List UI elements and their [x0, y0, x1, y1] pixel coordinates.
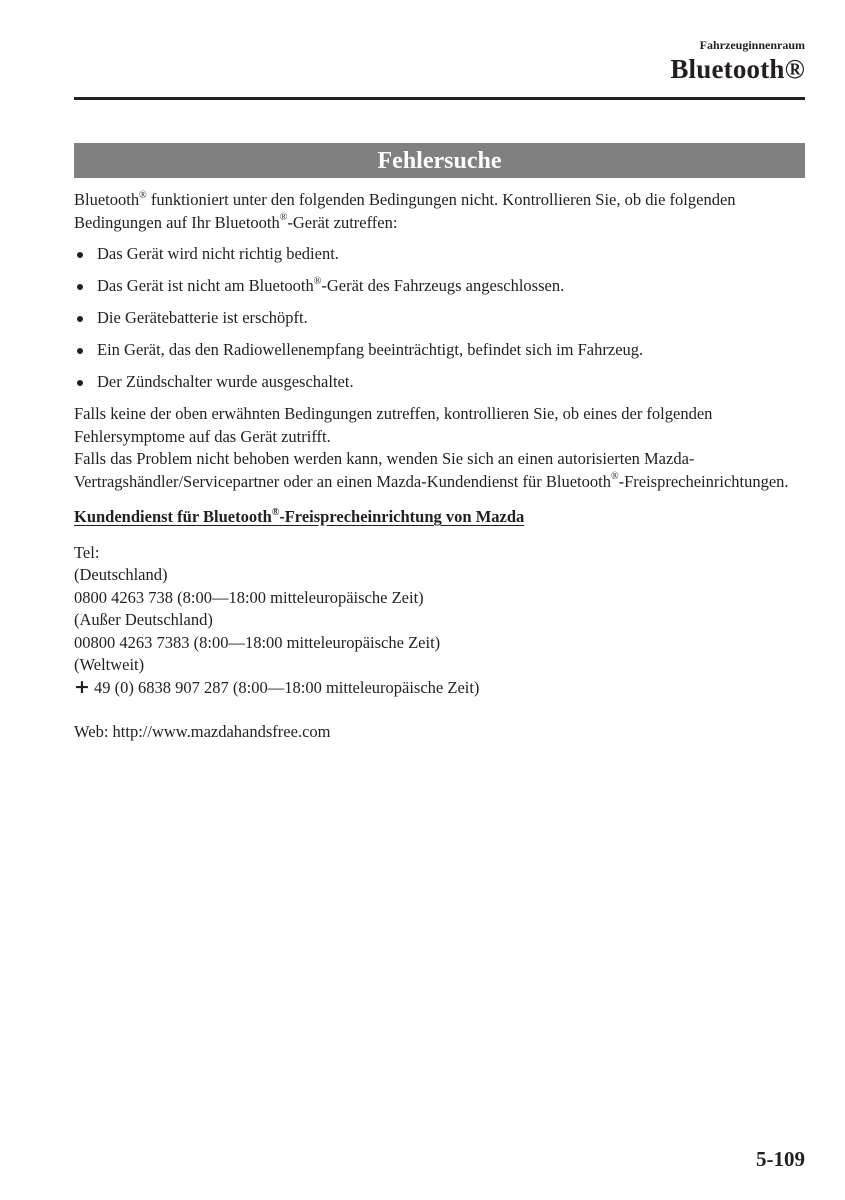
- followup-paragraph: Falls keine der oben erwähnten Bedingungen zutreffen, kontrollieren Sie, ob eines der folgenden Fehlersymptome auf das Gerät zutrifft.: [74, 404, 713, 446]
- list-item: Das Gerät ist nicht am Bluetooth®-Gerät des Fahrzeugs angeschlossen.: [74, 275, 805, 298]
- list-item: Ein Gerät, das den Radiowellenempfang beeinträchtigt, befindet sich im Fahrzeug.: [74, 339, 805, 362]
- page-title: Bluetooth®: [670, 54, 805, 84]
- chapter-title: Fahrzeuginnenraum: [699, 38, 805, 52]
- region-outside-germany: (Außer Deutschland): [74, 610, 213, 629]
- list-item: Der Zündschalter wurde ausgeschaltet.: [74, 371, 805, 394]
- intro-paragraph: Bluetooth® funktioniert unter den folgenden Bedingungen nicht. Kontrollieren Sie, ob die folgenden Bedingungen auf Ihr Bluetooth®-Gerät zutreffen:: [74, 189, 736, 232]
- contact-block: [74, 542, 805, 700]
- contact-dealer-paragraph: Falls das Problem nicht behoben werden kann, wenden Sie sich an einen autorisierten Mazda-Vertragshändler/Servicepartner oder an einen Mazda-Kundendienst für Bluetooth®-Freisprecheinrichtungen.: [74, 449, 789, 491]
- phone-worldwide: + 49 (0) 6838 907 287 (8:00—18:00 mitteleuropäische Zeit): [74, 675, 480, 698]
- list-item: Das Gerät wird nicht richtig bedient.: [74, 243, 805, 266]
- plus-icon: +: [74, 675, 90, 698]
- region-worldwide: (Weltweit): [74, 655, 145, 674]
- conditions-list: [74, 243, 805, 394]
- tel-label: Tel:: [74, 542, 100, 562]
- page-number: 5-109: [756, 1147, 805, 1171]
- phone-outside-germany: 00800 4263 7383 (8:00—18:00 mitteleuropäische Zeit): [74, 632, 441, 652]
- header-divider: [74, 97, 805, 100]
- web-link[interactable]: Web: http://www.mazdahandsfree.com: [74, 722, 331, 741]
- list-item: Die Gerätebatterie ist erschöpft.: [74, 307, 805, 330]
- phone-germany: 0800 4263 738 (8:00—18:00 mitteleuropäische Zeit): [74, 587, 424, 607]
- section-heading: Fehlersuche: [74, 143, 805, 178]
- page-content: [74, 189, 805, 744]
- support-heading: Kundendienst für Bluetooth®-Freisprecheinrichtung von Mazda: [74, 506, 525, 526]
- region-germany: (Deutschland): [74, 565, 168, 584]
